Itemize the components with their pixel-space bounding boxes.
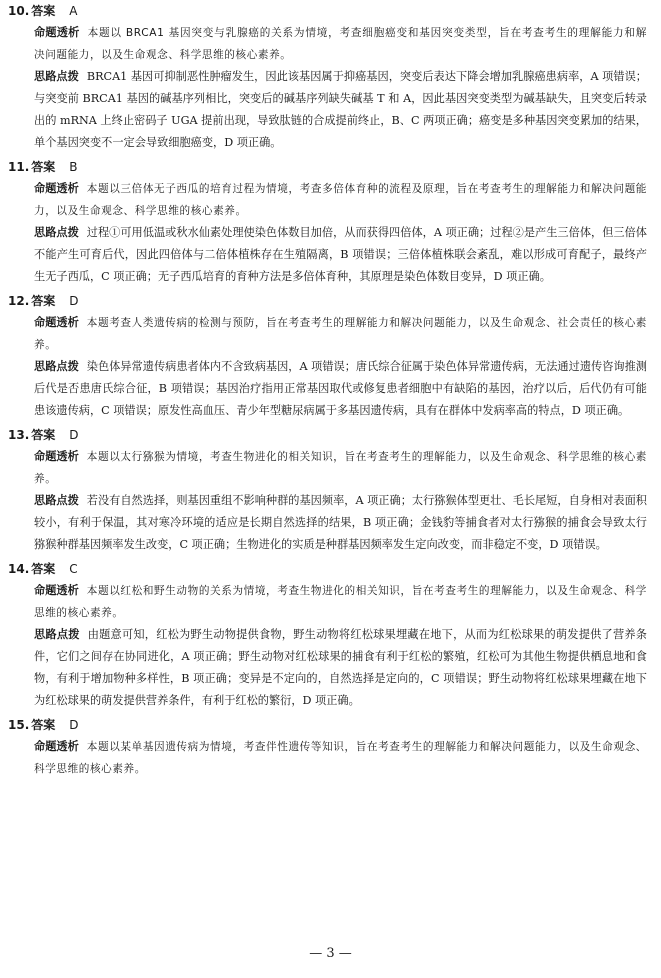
analysis-text: 本题以某单基因遗传病为情境，考查伴性遗传等知识，旨在考查考生的理解能力和解决问题能力，以及生命观念、科学思维的核心素养。 xyxy=(34,741,647,775)
hint-label: 思路点拨 xyxy=(34,70,79,83)
analysis-text: 本题以太行猕猴为情境，考查生物进化的相关知识，旨在考查考生的理解能力，以及生命观念、科学思维的核心素养。 xyxy=(34,451,647,485)
hint-block xyxy=(34,490,647,556)
analysis-block xyxy=(34,736,647,780)
analysis-block xyxy=(34,580,647,624)
answer-label: 答案 xyxy=(31,160,56,174)
hint-block xyxy=(34,624,647,712)
answer-label: 答案 xyxy=(31,428,56,442)
analysis-text: 本题以红松和野生动物的关系为情境，考查生物进化的相关知识，旨在考查考生的理解能力，以及生命观念、科学思维的核心素养。 xyxy=(34,585,647,619)
answer-value: D xyxy=(69,718,79,732)
question-item xyxy=(0,156,661,290)
question-item xyxy=(0,290,661,424)
analysis-label: 命题透析 xyxy=(34,450,79,463)
question-item xyxy=(0,714,661,782)
hint-label: 思路点拨 xyxy=(34,494,79,507)
hint-text: 过程①可用低温或秋水仙素处理使染色体数目加倍，从而获得四倍体，A 项正确；过程②是产生三倍体，但三倍体不能产生可育后代，因此四倍体与二倍体植株存在生殖隔离，B 项错误；三倍体植株联会紊乱，难以形成可育配子，最终产生无子西瓜，C 项正确；无子西瓜培育的育种方法是多倍体育种，其原理是染色体数目变异，D 项正确。 xyxy=(34,226,647,283)
hint-label: 思路点拨 xyxy=(34,628,80,641)
question-number: 12. xyxy=(8,294,30,308)
analysis-label: 命题透析 xyxy=(34,182,79,195)
answer-value: B xyxy=(69,160,78,174)
analysis-block xyxy=(34,22,647,66)
hint-text: 由题意可知，红松为野生动物提供食物，野生动物将红松球果埋藏在地下，从而为红松球果的萌发提供了营养条件，它们之间存在协同进化，A 项正确；野生动物对红松球果的捕食有利于红松的繁殖，红松可为其他生物提供栖息地和食物，有利于增加物种多样性，B 项正确；变异是不定向的，自然选择是定向的，C 项错误；野生动物将红松球果埋藏在地下为红松球果的萌发提供营养条件，有利于红松的繁衍，D 项正确。 xyxy=(34,628,647,707)
answer-value: A xyxy=(69,4,78,18)
hint-label: 思路点拨 xyxy=(34,226,79,239)
hint-text: 染色体异常遗传病患者体内不含致病基因，A 项错误；唐氏综合征属于染色体异常遗传病，无法通过遗传咨询推测后代是否患唐氏综合征，B 项错误；基因治疗指用正常基因取代或修复患者细胞中有缺陷的基因，治疗以后，后代仍有可能患该遗传病，C 项错误；原发性高血压、青少年型糖尿病属于多基因遗传病，具有在群体中发病率高的特点，D 项正确。 xyxy=(34,360,647,417)
question-item xyxy=(0,0,661,156)
answer-label: 答案 xyxy=(31,718,56,732)
question-number: 13. xyxy=(8,428,30,442)
answer-label: 答案 xyxy=(31,4,56,18)
answer-value: D xyxy=(69,428,79,442)
answer-value: D xyxy=(69,294,79,308)
question-number: 10. xyxy=(8,4,30,18)
analysis-text: 本题以 BRCA1 基因突变与乳腺癌的关系为情境，考查细胞癌变和基因突变类型，旨在考查考生的理解能力和解决问题能力，以及生命观念、科学思维的核心素养。 xyxy=(34,27,647,61)
analysis-block xyxy=(34,446,647,490)
question-number: 11. xyxy=(8,160,30,174)
hint-block xyxy=(34,356,647,422)
question-header xyxy=(8,0,661,22)
question-number: 14. xyxy=(8,562,30,576)
analysis-block xyxy=(34,178,647,222)
question-header xyxy=(8,424,661,446)
hint-block xyxy=(34,66,647,154)
hint-label: 思路点拨 xyxy=(34,360,79,373)
analysis-text: 本题考查人类遗传病的检测与预防，旨在考查考生的理解能力和解决问题能力，以及生命观念、社会责任的核心素养。 xyxy=(34,317,647,351)
hint-text: 若没有自然选择，则基因重组不影响种群的基因频率，A 项正确；太行猕猴体型更壮、毛长尾短，自身相对表面积较小，有利于保温，其对寒冷环境的适应是长期自然选择的结果，B 项正确；金钱豹等捕食者对太行猕猴的捕食会导致太行猕猴种群基因频率发生改变，C 项正确；生物进化的实质是种群基因频率发生定向改变，而非稳定不变，D 项错误。 xyxy=(34,494,647,551)
question-header xyxy=(8,714,661,736)
question-item xyxy=(0,558,661,714)
answer-value: C xyxy=(69,562,78,576)
answer-label: 答案 xyxy=(31,294,56,308)
question-header xyxy=(8,290,661,312)
question-header xyxy=(8,558,661,580)
question-header xyxy=(8,156,661,178)
analysis-label: 命题透析 xyxy=(34,740,79,753)
question-item xyxy=(0,424,661,558)
analysis-label: 命题透析 xyxy=(34,584,79,597)
analysis-block xyxy=(34,312,647,356)
hint-text: BRCA1 基因可抑制恶性肿瘤发生，因此该基因属于抑癌基因，突变后表达下降会增加乳腺癌患病率，A 项错误；与突变前 BRCA1 基因的碱基序列相比，突变后的碱基序列缺失碱基 T 和 A，因此基因突变类型为碱基缺失，且突变后转录出的 mRNA 上终止密码子 UGA 提前出现，导致肽链的合成提前终止，B、C 两项正确；癌变是多种基因突变累加的结果，单个基因突变不一定会导致细胞癌变，D 项正确。 xyxy=(34,70,647,149)
hint-block xyxy=(34,222,647,288)
analysis-label: 命题透析 xyxy=(34,26,80,39)
answer-label: 答案 xyxy=(31,562,56,576)
question-number: 15. xyxy=(8,718,30,732)
analysis-text: 本题以三倍体无子西瓜的培育过程为情境，考查多倍体育种的流程及原理，旨在考查考生的理解能力和解决问题能力，以及生命观念、科学思维的核心素养。 xyxy=(34,183,647,217)
page-number: — 3 — xyxy=(309,946,352,961)
analysis-label: 命题透析 xyxy=(34,316,79,329)
